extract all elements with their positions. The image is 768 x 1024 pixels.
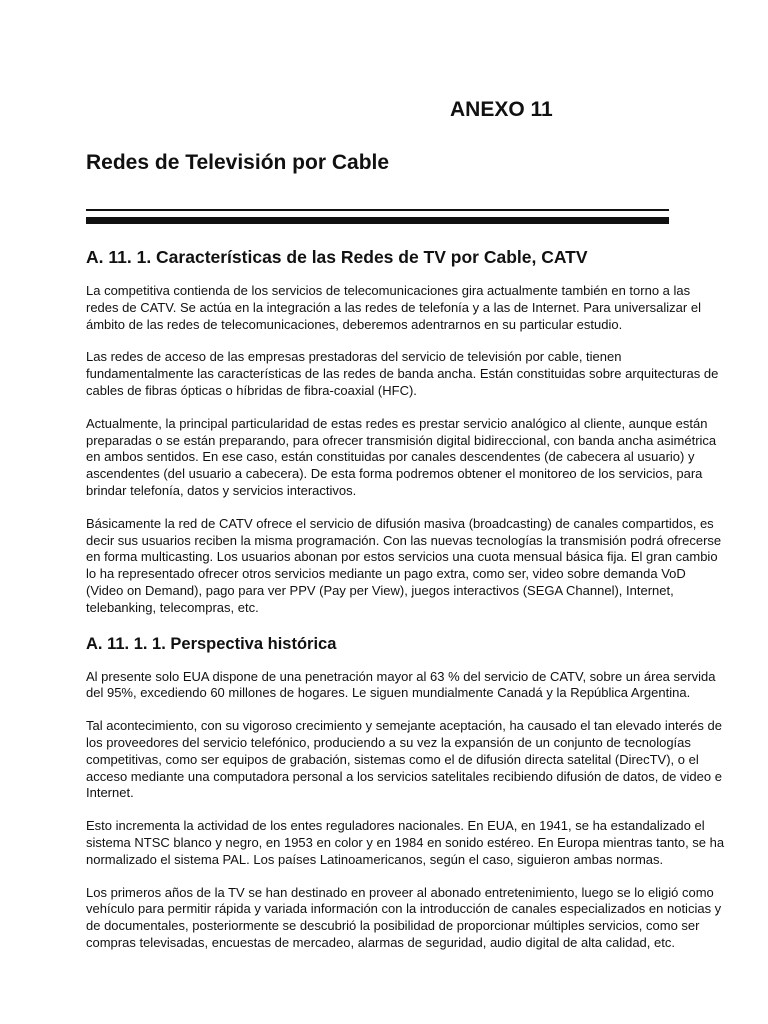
annex-number: ANEXO 11 <box>450 98 553 121</box>
paragraph: Esto incrementa la actividad de los entes reguladores nacionales. En EUA, en 1941, se ha estandalizado el sistema NTSC blanco y negro, en 1953 en color y en 1984 en sonido estéreo. En Europa mientras tanto, se ha normalizado el sistema PAL. Los países Latinoamericanos, según el caso, siguieron ambas normas. <box>86 818 725 867</box>
paragraph: Los primeros años de la TV se han destinado en proveer al abonado entretenimiento, luego se lo eligió como vehículo para permitir rápida y variada información con la introducción de canales especializados en noticias y de documentales, posteriormente se descubrió la posibilidad de proporcionar múltiples servicios, como ser compras televisadas, encuestas de mercadeo, alarmas de seguridad, audio digital de alta calidad, etc. <box>86 884 722 950</box>
paragraph: Actualmente, la principal particularidad de estas redes es prestar servicio analógico al cliente, aunque están preparadas o se están preparando, para ofrecer transmisión digital bidireccional, con banda ancha asimétrica en ambos sentidos. En ese caso, están constituidas por canales descendentes (de cabecera al usuario) y ascendentes (del usuario a cabecera). De esta forma podremos obtener el monitoreo de los servicios, para brindar telefonía, datos y servicios interactivos. <box>86 415 717 498</box>
paragraph: La competitiva contienda de los servicios de telecomunicaciones gira actualmente también en torno a las redes de CATV. Se actúa en la integración a las redes de telefonía y a las de Internet. Para universalizar el ámbito de las redes de telecomunicaciones, deberemos adentrarnos en su particular estudio. <box>86 283 701 332</box>
document-body <box>86 246 726 968</box>
section-title: A. 11. 1. Características de las Redes de TV por Cable, CATV <box>86 247 588 267</box>
paragraph: Las redes de acceso de las empresas prestadoras del servicio de televisión por cable, tienen fundamentalmente las características de las redes de banda ancha. Están constituidas sobre arquitecturas de cables de fibras ópticas o híbridas de fibra-coaxial (HFC). <box>86 349 719 398</box>
chapter-title: Redes de Televisión por Cable <box>86 151 390 174</box>
paragraph: Al presente solo EUA dispone de una penetración mayor al 63 % del servicio de CATV, sobre un área servida del 95%, excediendo 60 millones de hogares. Le siguen mundialmente Canadá y la República Argentina. <box>86 668 716 701</box>
paragraph: Básicamente la red de CATV ofrece el servicio de difusión masiva (broadcasting) de canales compartidos, es decir sus usuarios reciben la misma programación. Con las nuevas tecnologías la transmisión podrá ofrecerse en forma multicasting. Los usuarios abonan por estos servicios una cuota mensual básica fija. El gran cambio lo ha representado ofrecer otros servicios mediante un pago extra, como ser, video sobre demanda VoD (Video on Demand), pago para ver PPV (Pay per View), juegos interactivos (SEGA Channel), Internet, telebanking, telecompras, etc. <box>86 515 722 615</box>
divider-thin <box>86 209 669 211</box>
divider-thick <box>86 217 669 224</box>
paragraph: Tal acontecimiento, con su vigoroso crecimiento y semejante aceptación, ha causado el tan elevado interés de los proveedores del servicio telefónico, produciendo a su vez la expansión de un conjunto de tecnologías competitivas, como ser equipos de grabación, sistemas como el de difusión directa satelital (DirecTV), o el acceso mediante una computadora personal a los servicios satelitales recibiendo difusión de datos, de video e Internet. <box>86 718 722 801</box>
subsection-title: A. 11. 1. 1. Perspectiva histórica <box>86 634 337 653</box>
